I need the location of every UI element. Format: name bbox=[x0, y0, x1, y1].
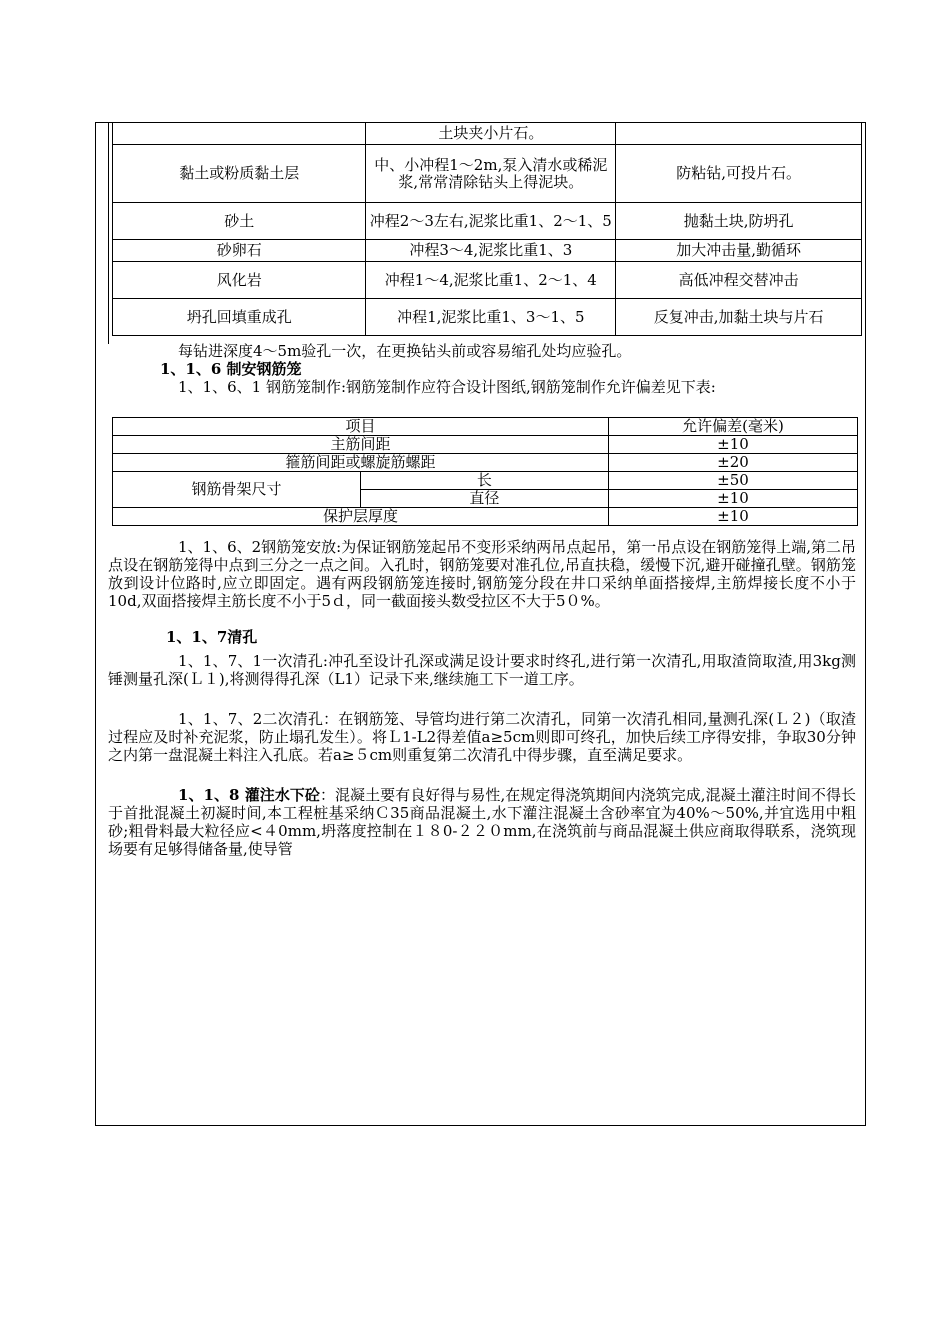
table-row bbox=[113, 472, 858, 490]
drilling-method-cell: 土块夹小片石。 bbox=[366, 123, 616, 145]
item-cell: 长 bbox=[360, 472, 608, 490]
table-row bbox=[113, 262, 862, 299]
tolerance-cell: ±50 bbox=[608, 472, 857, 490]
item-cell: 箍筋间距或螺旋筋螺距 bbox=[113, 454, 609, 472]
table-row bbox=[113, 508, 858, 526]
note-cell: 防粘钻,可投片石。 bbox=[616, 145, 862, 203]
note-cell: 反复冲击,加黏土块与片石 bbox=[616, 299, 862, 336]
drilling-method-cell: 冲程1～4,泥浆比重1、2～1、4 bbox=[366, 262, 616, 299]
drilling-method-cell: 冲程3～4,泥浆比重1、3 bbox=[366, 240, 616, 262]
group-cell: 钢筋骨架尺寸 bbox=[113, 472, 361, 508]
note-cell: 加大冲击量,勤循环 bbox=[616, 240, 862, 262]
paragraph-1162: 1、1、6、2钢筋笼安放:为保证钢筋笼起吊不变形采纳两吊点起吊，第一吊点设在钢筋笼得上端,第二吊点设在钢筋笼得中点到三分之一点之间。入孔时，钢筋笼要对准孔位,吊直扶稳，缓慢下沉,避开碰撞孔壁。钢筋笼放到设计位路时,应立即固定。遇有两段钢筋笼连接时,钢筋笼分段在井口采纳单面搭接焊,主筋焊接长度不小于10d,双面搭接焊主筋长度不小于5ｄ，同一截面接头数受拉区不大于5０%。 bbox=[108, 538, 857, 610]
table-row bbox=[113, 203, 862, 240]
item-cell: 保护层厚度 bbox=[113, 508, 609, 526]
soil-layer-cell: 风化岩 bbox=[113, 262, 366, 299]
soil-layer-cell: 砂卵石 bbox=[113, 240, 366, 262]
tolerance-cell: ±20 bbox=[608, 454, 857, 472]
paragraph-1161: 1、1、6、1 钢筋笼制作:钢筋笼制作应符合设计图纸,钢筋笼制作允许偏差见下表: bbox=[178, 378, 716, 396]
table-row bbox=[113, 240, 862, 262]
section-heading-118: 1、1、8 灌注水下砼 bbox=[178, 786, 320, 804]
tolerance-cell: ±10 bbox=[608, 490, 857, 508]
soil-layer-cell: 坍孔回填重成孔 bbox=[113, 299, 366, 336]
cage-deviation-table bbox=[112, 417, 858, 526]
tolerance-cell: ±10 bbox=[608, 436, 857, 454]
table-header-row bbox=[113, 418, 858, 436]
paragraph-1171: 1、1、7、1一次清孔:冲孔至设计孔深或满足设计要求时终孔,进行第一次清孔,用取渣筒取渣,用3kg测锤测量孔深(Ｌ１),将测得得孔深（L1）记录下来,继续施工下一道工序。 bbox=[108, 652, 856, 688]
item-cell: 直径 bbox=[360, 490, 608, 508]
section-heading-117: 1、1、7清孔 bbox=[166, 628, 258, 646]
soil-layer-cell: 黏土或粉质黏土层 bbox=[113, 145, 366, 203]
drilling-method-cell: 冲程1,泥浆比重1、3～1、5 bbox=[366, 299, 616, 336]
column-header-item: 项目 bbox=[113, 418, 609, 436]
table-row bbox=[113, 299, 862, 336]
table-row bbox=[113, 454, 858, 472]
paragraph-118 bbox=[108, 786, 856, 858]
paragraph-118-body: ：混凝土要有良好得与易性,在规定得浇筑期间内浇筑完成,混凝土灌注时间不得长于首批混凝土初凝时间,本工程桩基采纳Ｃ35商品混凝土,水下灌注混凝土含砂率宜为40%～50%,并宜选用中粗砂;粗骨料最大粒径应<４0mm,坍落度控制在１８0-２２０mm,在浇筑前与商品混凝土供应商取得联系，浇筑现场要有足够得储备量,使导管 bbox=[108, 786, 856, 858]
section-heading-116: 1、1、6 制安钢筋笼 bbox=[160, 360, 302, 378]
item-cell: 主筋间距 bbox=[113, 436, 609, 454]
paragraph-1172: 1、1、7、2二次清孔：在钢筋笼、导管均进行第二次清孔，同第一次清孔相同,量测孔深(Ｌ２)（取渣过程应及时补充泥浆，防止塌孔发生）。将Ｌ1-L2得差值a≥5cm则即可终孔，加快后续工序得安排，争取30分钟之内第一盘混凝土料注入孔底。若a≥５cm则重复第二次清孔中得步骤，直至满足要求。 bbox=[108, 710, 856, 764]
table-row bbox=[113, 145, 862, 203]
table-row bbox=[113, 436, 858, 454]
drilling-method-cell: 冲程2～3左右,泥浆比重1、2～1、5 bbox=[366, 203, 616, 240]
soil-layer-cell: 砂土 bbox=[113, 203, 366, 240]
frame-divider bbox=[108, 122, 109, 344]
table-row bbox=[113, 123, 862, 145]
check-hole-paragraph: 每钻进深度4～5m验孔一次，在更换钻头前或容易缩孔处均应验孔。 bbox=[178, 342, 632, 360]
soil-drilling-table bbox=[112, 122, 862, 336]
note-cell: 高低冲程交替冲击 bbox=[616, 262, 862, 299]
soil-layer-cell bbox=[113, 123, 366, 145]
note-cell bbox=[616, 123, 862, 145]
column-header-tolerance: 允许偏差(毫米) bbox=[608, 418, 857, 436]
tolerance-cell: ±10 bbox=[608, 508, 857, 526]
note-cell: 抛黏土块,防坍孔 bbox=[616, 203, 862, 240]
drilling-method-cell: 中、小冲程1～2m,泵入清水或稀泥浆,常常清除钻头上得泥块。 bbox=[366, 145, 616, 203]
